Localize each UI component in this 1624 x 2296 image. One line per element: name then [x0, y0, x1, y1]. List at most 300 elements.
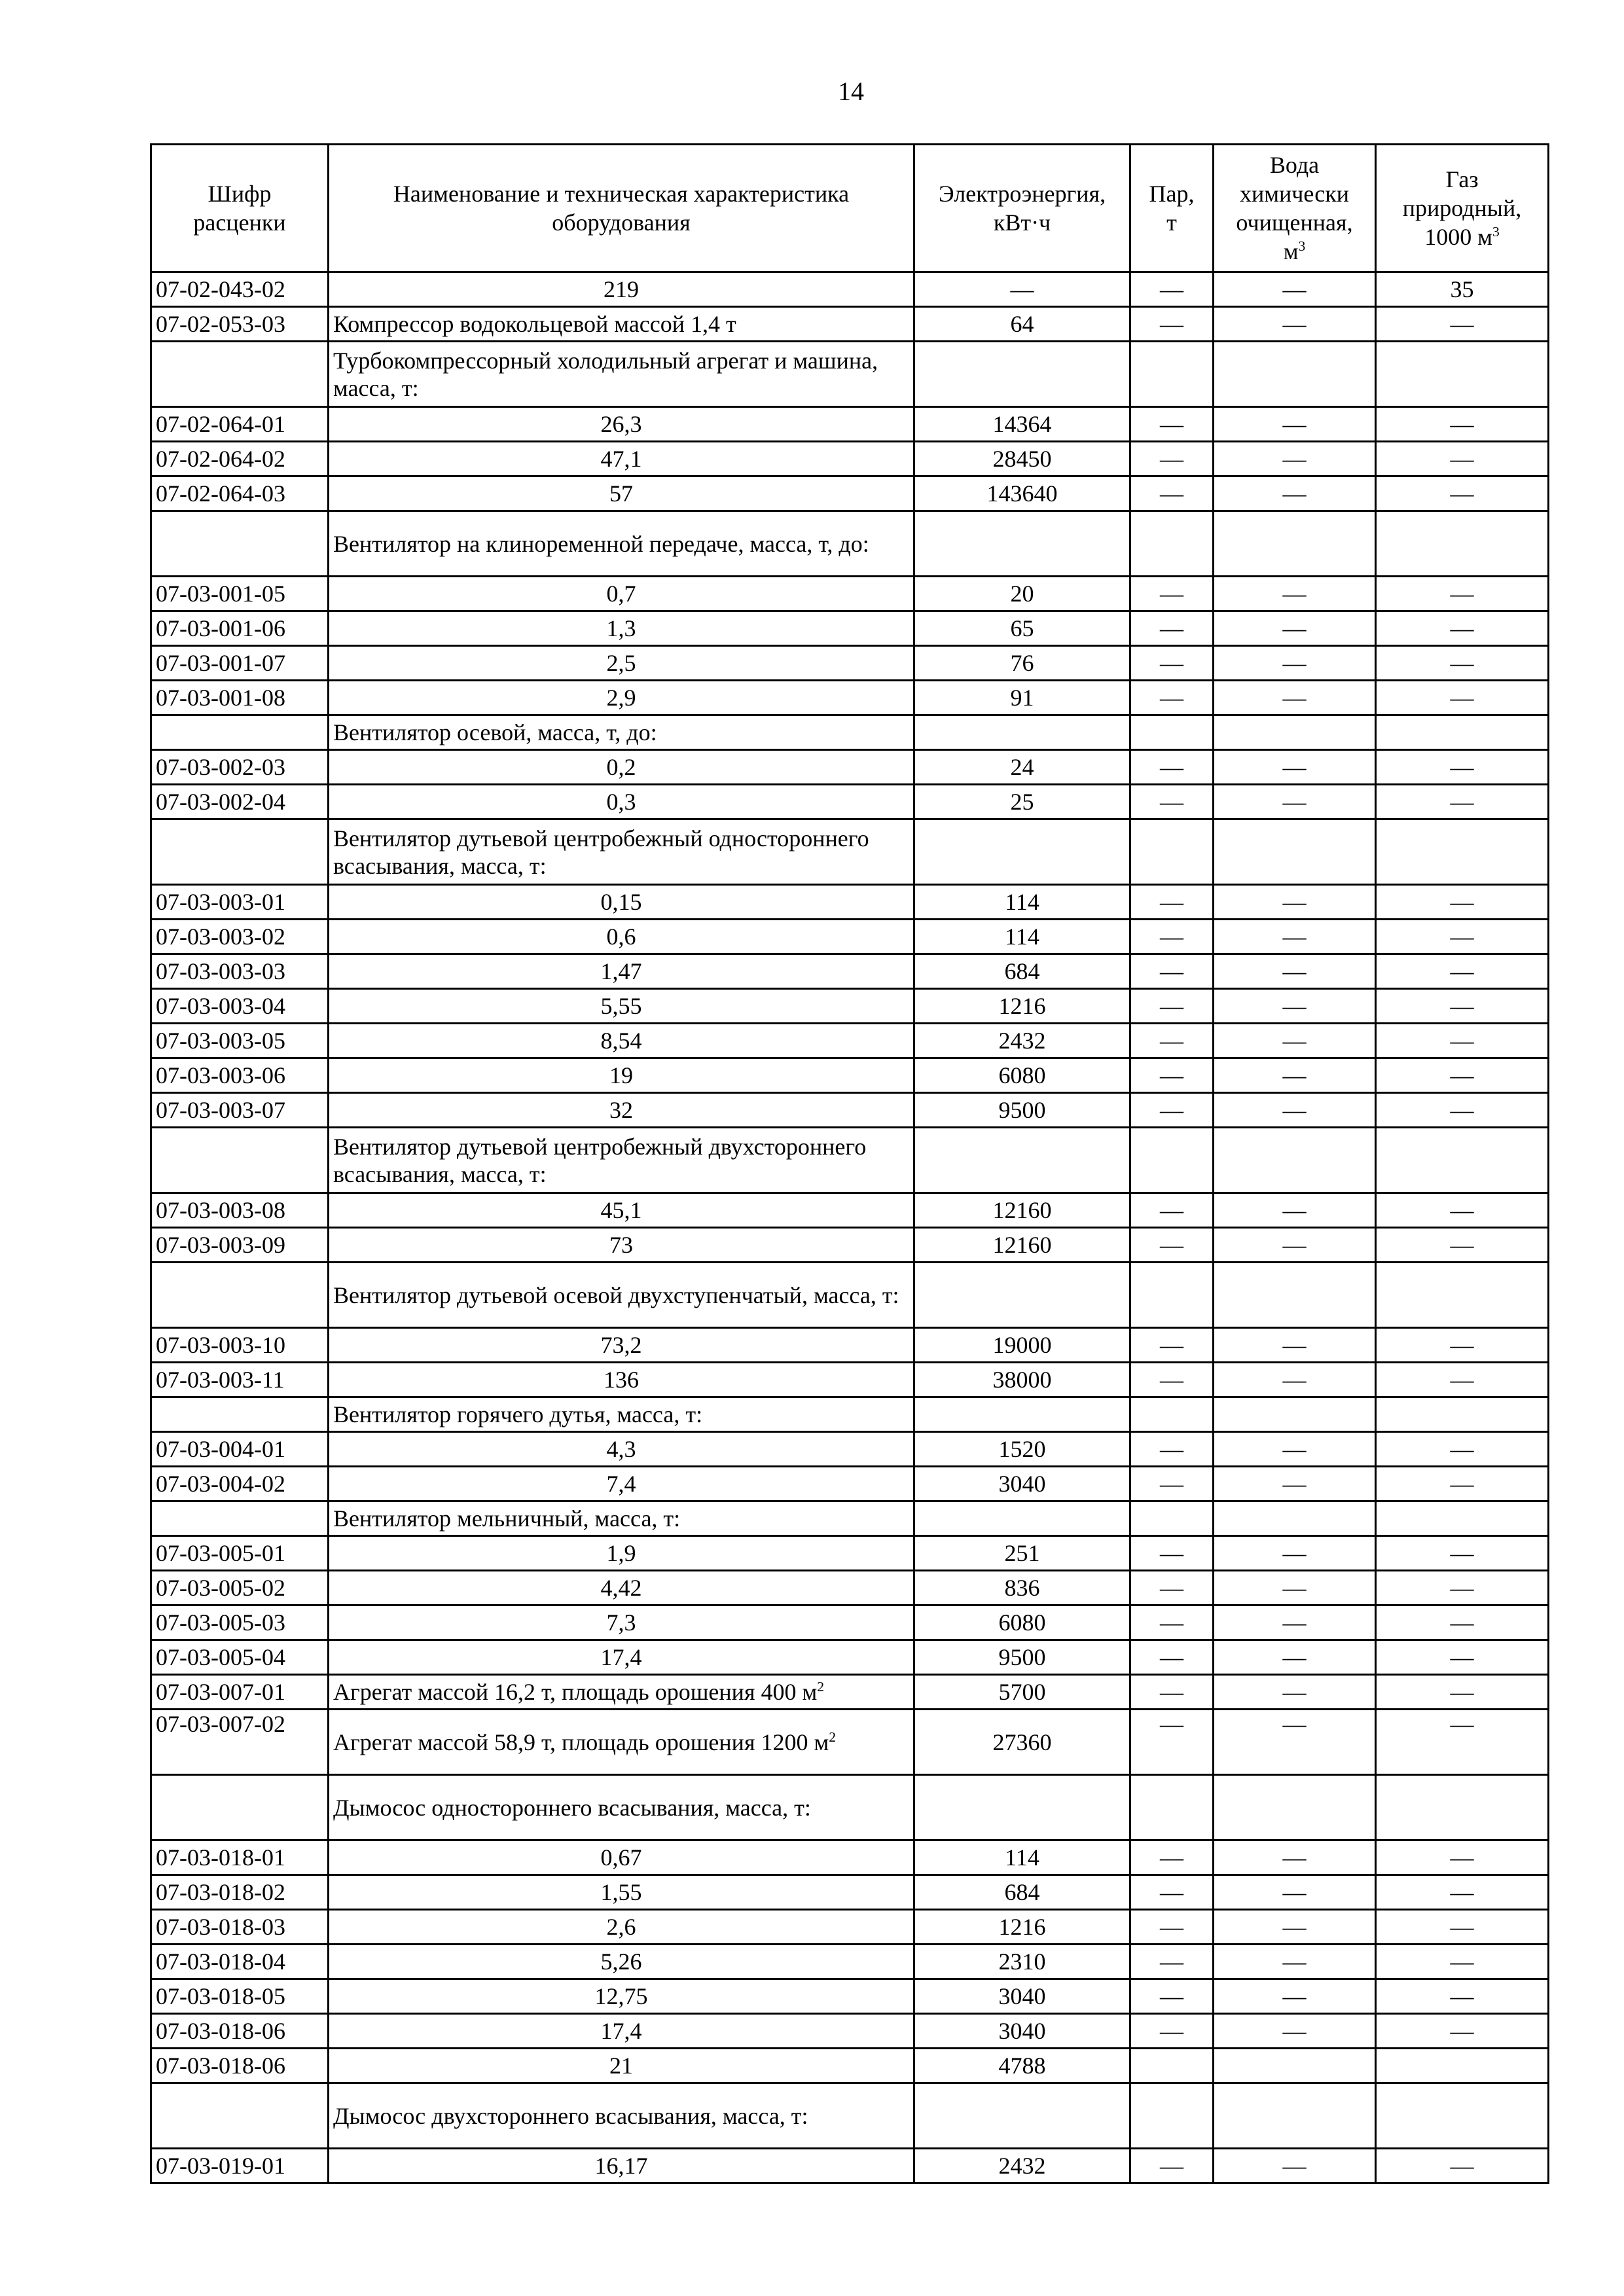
cell-power: 2432: [914, 1024, 1130, 1058]
cell-name: 2,6: [329, 1910, 914, 1945]
table-row: [151, 1228, 1549, 1263]
rates-table: [150, 143, 1549, 2184]
cell-steam: —: [1130, 476, 1214, 511]
cell-water: [1214, 819, 1376, 885]
cell-steam: [1130, 2083, 1214, 2149]
table-row: [151, 954, 1549, 989]
cell-steam: —: [1130, 1467, 1214, 1501]
cell-steam: —: [1130, 920, 1214, 954]
cell-steam: [1130, 511, 1214, 577]
cell-power: 25: [914, 785, 1130, 819]
cell-water: —: [1214, 442, 1376, 476]
cell-water: [1214, 715, 1376, 750]
cell-water: —: [1214, 1193, 1376, 1228]
table-row: [151, 1840, 1549, 1875]
cell-code: 07-02-064-02: [151, 442, 329, 476]
cell-steam: —: [1130, 577, 1214, 611]
cell-name: 136: [329, 1363, 914, 1397]
cell-code: 07-02-053-03: [151, 307, 329, 342]
cell-gas: —: [1376, 1945, 1549, 1979]
cell-code: 07-03-018-06: [151, 2049, 329, 2083]
cell-code: [151, 1263, 329, 1328]
cell-power: 2432: [914, 2149, 1130, 2183]
cell-steam: [1130, 1128, 1214, 1193]
cell-name: 73: [329, 1228, 914, 1263]
cell-power: 20: [914, 577, 1130, 611]
cell-power: 65: [914, 611, 1130, 646]
cell-gas: [1376, 342, 1549, 407]
table-row: [151, 407, 1549, 442]
cell-gas: —: [1376, 1467, 1549, 1501]
cell-code: 07-03-018-04: [151, 1945, 329, 1979]
table-row: [151, 1910, 1549, 1945]
cell-gas: [1376, 1775, 1549, 1840]
cell-power: 27360: [914, 1710, 1130, 1775]
cell-code: [151, 1775, 329, 1840]
cell-power: 9500: [914, 1640, 1130, 1675]
cell-code: [151, 2083, 329, 2149]
cell-name: 1,9: [329, 1536, 914, 1571]
cell-water: —: [1214, 1605, 1376, 1640]
table-row: [151, 1397, 1549, 1432]
cell-gas: —: [1376, 885, 1549, 920]
cell-water: —: [1214, 407, 1376, 442]
cell-name: 0,6: [329, 920, 914, 954]
cell-gas: [1376, 1263, 1549, 1328]
table-row: [151, 750, 1549, 785]
header-water: Вода химически очищенная, $м^3$: [1214, 145, 1376, 272]
cell-power: 24: [914, 750, 1130, 785]
cell-water: [1214, 2049, 1376, 2083]
cell-steam: [1130, 819, 1214, 885]
cell-power: [914, 2083, 1130, 2149]
cell-name: 2,5: [329, 646, 914, 681]
cell-name: 47,1: [329, 442, 914, 476]
cell-power: [914, 1501, 1130, 1536]
cell-name: 17,4: [329, 1640, 914, 1675]
cell-code: 07-03-003-05: [151, 1024, 329, 1058]
cell-code: 07-03-003-11: [151, 1363, 329, 1397]
cell-power: 1216: [914, 1910, 1130, 1945]
table-row: [151, 1093, 1549, 1128]
table-row: [151, 1128, 1549, 1193]
cell-code: 07-03-005-03: [151, 1605, 329, 1640]
cell-power: 114: [914, 885, 1130, 920]
cell-gas: —: [1376, 954, 1549, 989]
cell-name: Агрегат массой 16,2 т, площадь орошения 400 $м^2$: [329, 1675, 914, 1710]
cell-water: [1214, 1397, 1376, 1432]
cell-name: 5,55: [329, 989, 914, 1024]
cell-steam: —: [1130, 1675, 1214, 1710]
cell-steam: —: [1130, 407, 1214, 442]
cell-steam: —: [1130, 1024, 1214, 1058]
cell-name: 1,3: [329, 611, 914, 646]
cell-power: 91: [914, 681, 1130, 715]
cell-water: —: [1214, 1228, 1376, 1263]
table-row: [151, 1328, 1549, 1363]
cell-steam: —: [1130, 885, 1214, 920]
cell-steam: [1130, 715, 1214, 750]
cell-power: 3040: [914, 1467, 1130, 1501]
cell-water: —: [1214, 307, 1376, 342]
cell-code: [151, 1397, 329, 1432]
cell-name: 219: [329, 272, 914, 307]
cell-gas: —: [1376, 577, 1549, 611]
cell-name: Дымосос двухстороннего всасывания, масса, т:: [329, 2083, 914, 2149]
cell-gas: [1376, 511, 1549, 577]
cell-gas: [1376, 1501, 1549, 1536]
cell-code: 07-03-003-10: [151, 1328, 329, 1363]
cell-water: [1214, 342, 1376, 407]
cell-gas: —: [1376, 1640, 1549, 1675]
cell-code: 07-03-005-02: [151, 1571, 329, 1605]
cell-gas: [1376, 715, 1549, 750]
cell-water: —: [1214, 646, 1376, 681]
cell-name: 1,47: [329, 954, 914, 989]
cell-power: [914, 715, 1130, 750]
cell-gas: —: [1376, 1910, 1549, 1945]
table-row: [151, 646, 1549, 681]
page-number: 14: [838, 77, 864, 106]
cell-gas: —: [1376, 1228, 1549, 1263]
cell-gas: —: [1376, 1328, 1549, 1363]
cell-gas: —: [1376, 1536, 1549, 1571]
table-row: [151, 785, 1549, 819]
cell-water: —: [1214, 750, 1376, 785]
cell-power: 3040: [914, 1979, 1130, 2014]
cell-code: 07-03-018-01: [151, 1840, 329, 1875]
cell-name: 12,75: [329, 1979, 914, 2014]
cell-power: 12160: [914, 1193, 1130, 1228]
cell-water: —: [1214, 1363, 1376, 1397]
table-row: [151, 1432, 1549, 1467]
cell-gas: —: [1376, 785, 1549, 819]
table-row: [151, 1363, 1549, 1397]
cell-name: 8,54: [329, 1024, 914, 1058]
cell-name: 1,55: [329, 1875, 914, 1910]
table-row: [151, 1640, 1549, 1675]
cell-name: Вентилятор на клиноременной передаче, масса, т, до:: [329, 511, 914, 577]
cell-gas: —: [1376, 1363, 1549, 1397]
cell-steam: [1130, 1775, 1214, 1840]
cell-name: 21: [329, 2049, 914, 2083]
cell-water: —: [1214, 1536, 1376, 1571]
cell-steam: —: [1130, 954, 1214, 989]
cell-name: Компрессор водокольцевой массой 1,4 т: [329, 307, 914, 342]
cell-name: Агрегат массой 58,9 т, площадь орошения 1200 $м^2$: [329, 1710, 914, 1775]
cell-power: 251: [914, 1536, 1130, 1571]
cell-steam: —: [1130, 1875, 1214, 1910]
cell-power: [914, 1263, 1130, 1328]
cell-code: 07-03-003-07: [151, 1093, 329, 1128]
cell-code: 07-03-001-08: [151, 681, 329, 715]
cell-code: 07-02-064-03: [151, 476, 329, 511]
table-row: [151, 1024, 1549, 1058]
cell-water: —: [1214, 1432, 1376, 1467]
table-row: [151, 476, 1549, 511]
cell-power: 684: [914, 1875, 1130, 1910]
header-row: [151, 145, 1549, 272]
cell-code: 07-03-005-01: [151, 1536, 329, 1571]
cell-gas: —: [1376, 989, 1549, 1024]
cell-power: 6080: [914, 1058, 1130, 1093]
table-row: [151, 577, 1549, 611]
table-row: [151, 2014, 1549, 2049]
table-row: [151, 2149, 1549, 2183]
cell-gas: —: [1376, 407, 1549, 442]
cell-water: —: [1214, 577, 1376, 611]
table-row: [151, 819, 1549, 885]
cell-power: 684: [914, 954, 1130, 989]
cell-water: —: [1214, 1571, 1376, 1605]
cell-name: 19: [329, 1058, 914, 1093]
cell-water: [1214, 1128, 1376, 1193]
cell-power: [914, 1128, 1130, 1193]
cell-code: 07-03-003-02: [151, 920, 329, 954]
cell-water: —: [1214, 2149, 1376, 2183]
cell-name: 0,2: [329, 750, 914, 785]
cell-steam: —: [1130, 1605, 1214, 1640]
cell-power: 38000: [914, 1363, 1130, 1397]
cell-steam: —: [1130, 611, 1214, 646]
cell-name: 57: [329, 476, 914, 511]
cell-power: [914, 1397, 1130, 1432]
cell-gas: —: [1376, 1710, 1549, 1775]
table-row: [151, 989, 1549, 1024]
cell-gas: —: [1376, 1979, 1549, 2014]
table-row: [151, 1058, 1549, 1093]
table-row: [151, 307, 1549, 342]
cell-gas: —: [1376, 1605, 1549, 1640]
cell-gas: [1376, 2083, 1549, 2149]
cell-steam: —: [1130, 1945, 1214, 1979]
cell-name: 17,4: [329, 2014, 914, 2049]
cell-name: 7,3: [329, 1605, 914, 1640]
cell-code: 07-03-004-01: [151, 1432, 329, 1467]
cell-name: Вентилятор осевой, масса, т, до:: [329, 715, 914, 750]
cell-steam: —: [1130, 1840, 1214, 1875]
cell-power: 76: [914, 646, 1130, 681]
cell-code: 07-03-003-06: [151, 1058, 329, 1093]
cell-steam: —: [1130, 785, 1214, 819]
cell-water: —: [1214, 885, 1376, 920]
cell-name: 0,15: [329, 885, 914, 920]
cell-code: 07-03-003-03: [151, 954, 329, 989]
cell-water: [1214, 1775, 1376, 1840]
cell-steam: —: [1130, 1571, 1214, 1605]
table-row: [151, 1467, 1549, 1501]
table-row: [151, 1501, 1549, 1536]
cell-steam: —: [1130, 750, 1214, 785]
cell-steam: [1130, 2049, 1214, 2083]
cell-power: 28450: [914, 442, 1130, 476]
cell-gas: [1376, 2049, 1549, 2083]
cell-water: —: [1214, 1710, 1376, 1775]
cell-steam: [1130, 1397, 1214, 1432]
cell-steam: —: [1130, 1363, 1214, 1397]
cell-name: Вентилятор мельничный, масса, т:: [329, 1501, 914, 1536]
cell-code: 07-03-003-08: [151, 1193, 329, 1228]
cell-code: 07-03-018-06: [151, 2014, 329, 2049]
cell-gas: —: [1376, 1840, 1549, 1875]
cell-code: 07-03-018-02: [151, 1875, 329, 1910]
cell-water: —: [1214, 476, 1376, 511]
cell-code: 07-03-018-05: [151, 1979, 329, 2014]
cell-steam: —: [1130, 272, 1214, 307]
cell-power: 1216: [914, 989, 1130, 1024]
cell-name: 4,42: [329, 1571, 914, 1605]
cell-water: —: [1214, 1058, 1376, 1093]
table-row: [151, 1875, 1549, 1910]
table-row: [151, 715, 1549, 750]
header-code: Шифр расценки: [151, 145, 329, 272]
cell-power: [914, 1775, 1130, 1840]
cell-power: 114: [914, 1840, 1130, 1875]
cell-power: —: [914, 272, 1130, 307]
cell-gas: —: [1376, 1193, 1549, 1228]
cell-code: 07-03-019-01: [151, 2149, 329, 2183]
table-row: [151, 1605, 1549, 1640]
cell-water: —: [1214, 785, 1376, 819]
cell-water: [1214, 2083, 1376, 2149]
cell-water: —: [1214, 1328, 1376, 1363]
cell-water: —: [1214, 611, 1376, 646]
cell-water: —: [1214, 681, 1376, 715]
cell-water: —: [1214, 1093, 1376, 1128]
cell-steam: —: [1130, 442, 1214, 476]
cell-code: 07-03-003-09: [151, 1228, 329, 1263]
cell-power: 836: [914, 1571, 1130, 1605]
table-row: [151, 1945, 1549, 1979]
cell-gas: [1376, 1128, 1549, 1193]
cell-water: —: [1214, 1467, 1376, 1501]
cell-water: —: [1214, 920, 1376, 954]
cell-gas: 35: [1376, 272, 1549, 307]
table-row: [151, 2083, 1549, 2149]
cell-name: Дымосос одностороннего всасывания, масса, т:: [329, 1775, 914, 1840]
header-steam: Пар, т: [1130, 145, 1214, 272]
cell-power: [914, 511, 1130, 577]
cell-gas: [1376, 819, 1549, 885]
cell-power: 114: [914, 920, 1130, 954]
cell-power: 2310: [914, 1945, 1130, 1979]
cell-power: 1520: [914, 1432, 1130, 1467]
cell-steam: —: [1130, 1910, 1214, 1945]
cell-name: 7,4: [329, 1467, 914, 1501]
cell-steam: —: [1130, 1640, 1214, 1675]
table-row: [151, 1571, 1549, 1605]
cell-gas: —: [1376, 750, 1549, 785]
cell-steam: —: [1130, 1328, 1214, 1363]
cell-code: [151, 511, 329, 577]
cell-name: 32: [329, 1093, 914, 1128]
cell-water: —: [1214, 1640, 1376, 1675]
cell-code: 07-03-018-03: [151, 1910, 329, 1945]
cell-water: —: [1214, 1840, 1376, 1875]
cell-name: 2,9: [329, 681, 914, 715]
header-power: Электроэнергия, кВт·ч: [914, 145, 1130, 272]
cell-steam: —: [1130, 1536, 1214, 1571]
cell-water: —: [1214, 1024, 1376, 1058]
cell-code: 07-03-004-02: [151, 1467, 329, 1501]
cell-name: 0,67: [329, 1840, 914, 1875]
table-row: [151, 1710, 1549, 1775]
cell-power: 6080: [914, 1605, 1130, 1640]
cell-steam: —: [1130, 681, 1214, 715]
table-row: [151, 342, 1549, 407]
cell-name: Вентилятор горячего дутья, масса, т:: [329, 1397, 914, 1432]
cell-code: 07-02-064-01: [151, 407, 329, 442]
table-row: [151, 1193, 1549, 1228]
cell-code: 07-03-001-05: [151, 577, 329, 611]
cell-code: 07-03-002-03: [151, 750, 329, 785]
cell-power: 64: [914, 307, 1130, 342]
cell-steam: —: [1130, 646, 1214, 681]
cell-steam: [1130, 342, 1214, 407]
cell-gas: —: [1376, 2149, 1549, 2183]
table-row: [151, 511, 1549, 577]
cell-gas: —: [1376, 1093, 1549, 1128]
table-row: [151, 681, 1549, 715]
cell-power: 143640: [914, 476, 1130, 511]
cell-code: 07-03-001-06: [151, 611, 329, 646]
cell-code: 07-03-005-04: [151, 1640, 329, 1675]
cell-name: 5,26: [329, 1945, 914, 1979]
cell-code: 07-03-007-02: [151, 1710, 329, 1775]
cell-water: —: [1214, 1979, 1376, 2014]
table-row: [151, 272, 1549, 307]
table-row: [151, 1775, 1549, 1840]
cell-code: 07-03-003-04: [151, 989, 329, 1024]
cell-name: Вентилятор дутьевой центробежный двухстороннего всасывания, масса, т:: [329, 1128, 914, 1193]
cell-steam: —: [1130, 2149, 1214, 2183]
cell-gas: —: [1376, 1058, 1549, 1093]
cell-name: 4,3: [329, 1432, 914, 1467]
cell-power: 19000: [914, 1328, 1130, 1363]
cell-name: 16,17: [329, 2149, 914, 2183]
cell-gas: —: [1376, 1024, 1549, 1058]
cell-water: —: [1214, 954, 1376, 989]
cell-steam: [1130, 1263, 1214, 1328]
header-gas: Газ природный, 1000 $м^3$: [1376, 145, 1549, 272]
cell-steam: —: [1130, 1432, 1214, 1467]
cell-steam: —: [1130, 1979, 1214, 2014]
table-row: [151, 2049, 1549, 2083]
cell-code: 07-03-007-01: [151, 1675, 329, 1710]
cell-gas: —: [1376, 2014, 1549, 2049]
cell-water: —: [1214, 1875, 1376, 1910]
cell-gas: —: [1376, 681, 1549, 715]
cell-power: 5700: [914, 1675, 1130, 1710]
cell-gas: —: [1376, 307, 1549, 342]
cell-name: Вентилятор дутьевой центробежный одностороннего всасывания, масса, т:: [329, 819, 914, 885]
cell-water: —: [1214, 1945, 1376, 1979]
cell-gas: —: [1376, 611, 1549, 646]
header-name: Наименование и техническая характеристика оборудования: [329, 145, 914, 272]
cell-water: —: [1214, 1910, 1376, 1945]
cell-power: 3040: [914, 2014, 1130, 2049]
cell-name: 26,3: [329, 407, 914, 442]
cell-steam: —: [1130, 307, 1214, 342]
cell-power: 4788: [914, 2049, 1130, 2083]
cell-name: 45,1: [329, 1193, 914, 1228]
cell-water: —: [1214, 989, 1376, 1024]
table-row: [151, 920, 1549, 954]
table-row: [151, 1536, 1549, 1571]
cell-water: —: [1214, 272, 1376, 307]
cell-water: [1214, 1501, 1376, 1536]
cell-gas: —: [1376, 1875, 1549, 1910]
